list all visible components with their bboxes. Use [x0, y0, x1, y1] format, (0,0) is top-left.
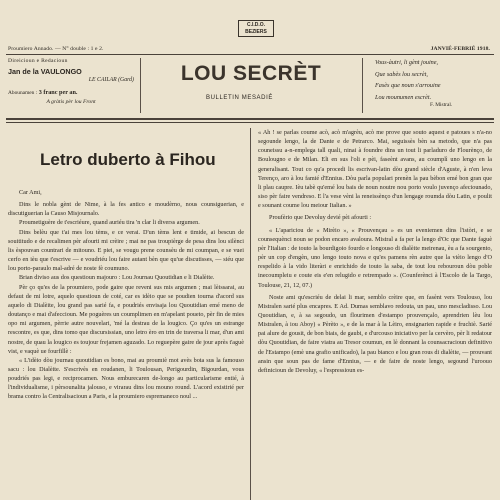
- masthead-bottom-rule: [6, 118, 494, 120]
- article-paragraph: Car Ami,: [19, 189, 42, 196]
- editor-place: LE CAILAR (Gard): [88, 77, 134, 84]
- editorial-info: [8, 57, 134, 108]
- article-paragraph: « Ah ! se parlas coume acò, acò m'agrèu, acò me prove que souto aquest e patoues s n'a-no segounde lengo, la de Dante e de Petrarco. Mai, seguissès bèn sa metodo, que n'a pas couneissu a-n-emplega tall quali, ninai à foundre dins un tout li parladuro de Flourènço, de Boulougno e de Milan. Eli en sus l'oli e pèi, faseènt avans, au coumplì uno lengo en la generalisant. Tout co qu'a procedi lis escrivan-latin dòu grand siècle d'Aguste, à n'en leva Terenço, aro à lou famié d'Ennius. Dòu parla populari prenèn la pau bèbon emé bon gran que li plau caupre. Ièu tabè qu'emé lou bais de noun noutre nou porto voulo juvenço afeciounado, siso pèr faire vendreso. E l'a vese vèni la reneissènço d'un lengage roumda dòu Latin, e poulit e sounant coume lou meiour Italian. »: [258, 129, 492, 210]
- newspaper-title: LOU SECRÈT: [180, 62, 322, 85]
- editor-name: Jan de la VAULONGO: [8, 66, 82, 76]
- article-heading: Letro duberto à Fihou: [40, 150, 216, 169]
- epigraph-verse: [375, 57, 493, 103]
- issue-info: Proumiero Annado. — N° double : 1 e 2.: [8, 46, 104, 52]
- verse-line: Fasès que noun s'arrouine: [375, 82, 441, 89]
- article-paragraph: Dins le nobla gènt de Nime, à la fes antico e moudèrno, nous counsiguerian, e discutiguerian la Causo Misjournalo.: [8, 201, 244, 218]
- article-paragraph: Dins belèu que t'ai mes lou tèms, e ce verai. D'un tèms lent e timide, ai bescun de souititudo e de recalimen pèr afourti mi crèire ; mai ne pas troupièrge de pesa dins lou silènci lis èspouvan countrari de mitouno. E piei, se vougu prene counsèu de mi coumpan, e se vuei cerfo en ièu que t'escrive — e voudriéu lou faire autant bèn que qu'ue discutisses, — siéu que lou porto-paraulo mal-adré de noste fè coumuno.: [8, 228, 244, 273]
- masthead-divider-right: [362, 58, 363, 113]
- verse-signature: F. Mistral.: [430, 102, 453, 108]
- article-paragraph: Brian diviso aus dos questioun majouro : Lou Journau Quoutidian e li Dialèite.: [19, 274, 215, 282]
- article-paragraph: Noste ami qu'escriéu de delai li mar, semblo crèire que, en fasènt vers Toulouso, lou Mistralen sarié plus encapres. E Ad. Dumas semblavo redouta, un pau, uno mescladisso. Lou Quoutidian, e, à sa segoudo, un flourimen d'estampo prouvençalo, aprendrien lèu lou Mistralen, à iou Aboy) « Pèrèto », e de la mar à la Lèiro, ensignarien rapide e fruchiè. Sarié pai alure de gousit, de bon biais, de gaubi, e d'urcouso iniciativo per la cervèro, pèr li redatour dòu Quoutidian, de faire viatra au Tresor coumun, en lè donnant la counsacracioun definitivo de l'Estampo (emè una grafio unificado), la pau bianco e lou gran rous di dialèite, — prouvant ansin que soun pas de fame d'Ennius, — e de faire de noste lengo, segound l'uroouo definicioun de Devoluy, « l'espressioun es-: [258, 293, 492, 374]
- newspaper-subtitle: BULLETIN MESADIÉ: [206, 95, 273, 101]
- issue-date: JANVIÉ-FEBRIÉ 1918.: [430, 46, 490, 52]
- article-left-column: [8, 188, 244, 500]
- article-paragraph: « L'apariciou de « Mirèio », « Prouvençau » es un eveniemen dins l'istòri, e se counsequènci noun se podon encaro avaloura. Mistral a fa per la lengo d'Oc que Dante faguè pèr l'Italian : de touto la bourdigoio fourdo e longouso di dialèite meirenau, èu a fa sourgento, pèr un cop d'engèn, uno lengo touto nova e qu'es pamens rèn autre que la vièio lengo d'O respelido à la vido literàri e enrichido de touto la saba, de tout lou rebouroun dòu poble inecoumpleiu e coute eis e'en relugido e retrempado ». (Counferènci à l'Escolo de la Targo, Toulouse, 21, 12, 07.): [258, 226, 492, 289]
- article-paragraph: Pèr ço qu'es de la proumiero, pode gaire que reveni sus mis argumen ; mai lèissarai, au defaut de mi lotre, aquelo questioun de coté, car es idèio que se poudien tourna d'acord sus aquelo di Dialèite, lou grand pas sarié fa, e poudriés envisaja lou Quoutidian emé meno de doutanço e mai d'afeccioun. Me poguères un coumplimen en m'apelant poueto, pèr fin de mies opo mi argumen, pèrrie autre nouvelari, 'mé la destrau de la lougico. Ço qu'es un estrange rescontre, es que, dins tomo que discursissian, uno letro èro en trin de traversa li mar, d'un ami nostre, de quau la lougico es toujour frejamen aguzado. Lo reguepère gaire de jour après t'aguè vist, e vaquè ue fourfillè :: [8, 283, 244, 355]
- masthead-bottom-rule-thin: [6, 122, 494, 123]
- masthead-divider-left: [140, 58, 141, 113]
- column-divider: [250, 128, 251, 500]
- subscription-price: 3 franc per an.: [38, 88, 78, 96]
- masthead-top-rule: [6, 54, 494, 55]
- stamp-line-1: C.I.D.O.: [246, 22, 266, 28]
- verse-line: Que sabès lou secrèt,: [375, 70, 428, 78]
- library-stamp: [238, 20, 274, 37]
- subscription-label: Abounamen :: [8, 89, 38, 96]
- verse-line: Lou mounumen escrèt.: [375, 93, 432, 101]
- article-paragraph: Proufèrio que Devoluy devié pèi afourti :: [269, 214, 372, 222]
- article-paragraph: Proumetiguère de t'escriéure, quand auriéu tira 'n clar li diverss argumen.: [19, 219, 200, 227]
- subscription-note: A gràtis pèr lou Front: [46, 99, 96, 106]
- stamp-line-2: BEZIERS: [245, 29, 267, 35]
- verse-line: Vous-àutri, li gènt jouine,: [375, 59, 439, 66]
- article-right-column: [258, 128, 492, 500]
- article-paragraph: « L'idèio dòu journau quoutidian es bono, mai au proumiè mot avès bota sus la famouso sacu : lou Dialèite. S'escrivès en roudanen, li Toulousan, Perigourdin, Bigourdan, vous poudriés pas legi, e reciprocamen. Nous emburecaren de-longo au particularisme entié, à l'individualisme, i pèrsounalita jalouso, e virarau dins lou mouno round. L'acord existirié per brama contro la Centralisacioun a Paris, e la proumiero espremaneco noul ...: [8, 356, 244, 401]
- direction-label: Direicioun e Redacioun: [8, 58, 68, 64]
